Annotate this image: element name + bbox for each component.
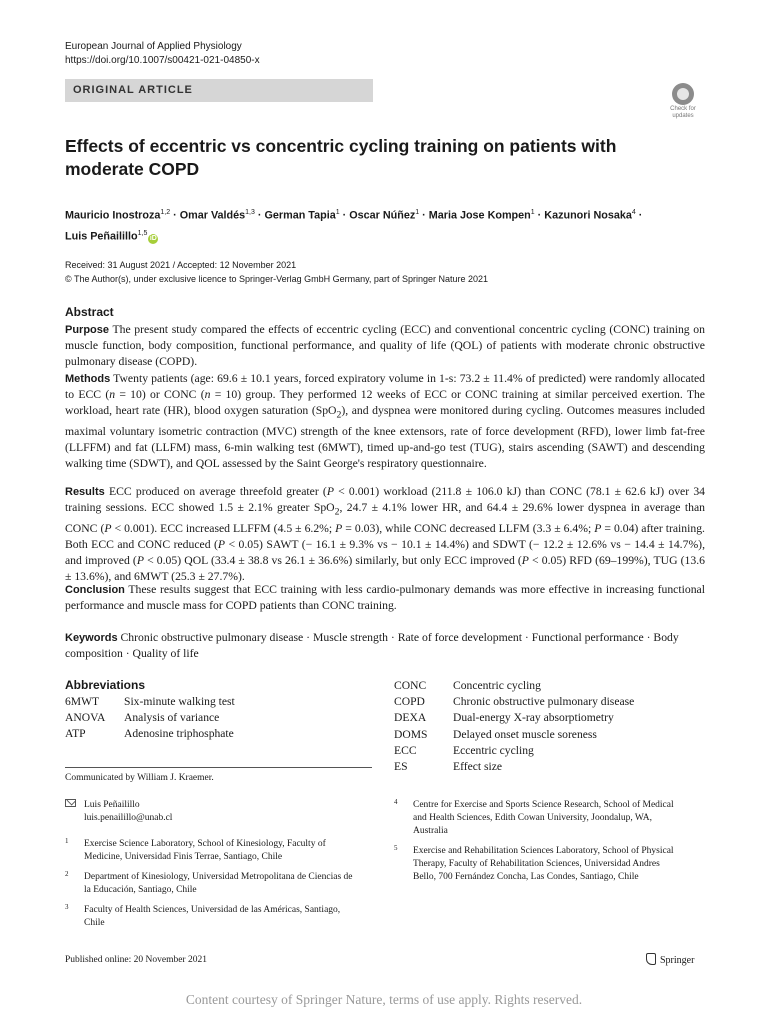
abbreviation-row [394, 710, 634, 726]
corresponding-author [84, 799, 172, 825]
abbreviation-row [65, 710, 235, 726]
communicated-by: Communicated by William J. Kraemer. [65, 773, 214, 783]
check-for-updates-label: Check for updates [670, 106, 696, 119]
abbreviations-heading: Abbreviations [65, 678, 146, 692]
results-label: Results [65, 486, 105, 498]
abbreviations-list-right [394, 678, 634, 775]
author-name[interactable]: Luis Peñailillo [65, 230, 138, 243]
affiliation-text: Department of Kinesiology, Universidad Metropolitana de Ciencias de la Educación, Santiago, Chile [84, 872, 353, 895]
article-type-label: ORIGINAL ARTICLE [73, 84, 193, 96]
copyright-notice: © The Author(s), under exclusive licence to Springer-Verlag GmbH Germany, part of Springer Nature 2021 [65, 274, 488, 284]
keywords-text: Chronic obstructive pulmonary disease · Muscle strength · Rate of force development · Functional performance · Body composition · Quality of life [65, 631, 679, 661]
author-affiliation: 1 [335, 209, 340, 216]
affiliation-number: 4 [394, 798, 398, 806]
methods-label: Methods [65, 373, 111, 385]
abbreviation: ES [394, 760, 408, 774]
author-affiliation: 1,3 [245, 209, 255, 216]
abbreviation-definition: Effect size [453, 760, 503, 774]
check-for-updates-badge[interactable] [664, 83, 702, 123]
abbreviation: DEXA [394, 711, 427, 725]
affiliation-number: 3 [65, 903, 69, 911]
orcid-icon[interactable]: iD [149, 235, 157, 243]
author-name[interactable]: Maria Jose Kompen [428, 209, 531, 222]
keywords [65, 630, 705, 662]
footnote-divider [65, 767, 372, 768]
received-accepted-dates: Received: 31 August 2021 / Accepted: 12 November 2021 [65, 260, 297, 270]
affiliation-number: 2 [65, 870, 69, 878]
author-name[interactable]: Oscar Núñez [349, 209, 416, 222]
journal-header [65, 40, 260, 68]
abbreviation-row [394, 759, 634, 775]
affiliation-number: 1 [65, 837, 69, 845]
author-affiliation: 1 [415, 209, 420, 216]
author-name[interactable]: German Tapia [264, 209, 336, 222]
springer-horse-icon [646, 953, 656, 965]
abbreviation-row [65, 694, 235, 710]
abstract-conclusion: Conclusion These results suggest that ECC training with less cardio-pulmonary demands was more effective in increasing functional performance and muscle mass for COPD patients than CONC training. [65, 583, 705, 613]
abbreviation: DOMS [394, 727, 428, 741]
abbreviation-definition: Dual-energy X-ray absorptiometry [453, 711, 614, 725]
abbreviation-row [394, 678, 634, 694]
publisher-mark [646, 953, 694, 966]
abbreviation-row [394, 727, 634, 743]
author-affiliation: 4 [631, 209, 636, 216]
footer-notice: Content courtesy of Springer Nature, terms of use apply. Rights reserved. [185, 992, 583, 1007]
email-icon[interactable] [65, 799, 76, 807]
abbreviation: CONC [394, 679, 427, 692]
abbreviation-definition: Analysis of variance [124, 711, 220, 725]
article-type-banner [65, 79, 373, 102]
keywords-label: Keywords [65, 632, 118, 644]
abbreviation: 6MWT [65, 695, 100, 708]
publisher-name: Springer [660, 955, 695, 966]
abbreviations-list-left [65, 694, 235, 743]
affiliation-text: Exercise Science Laboratory, School of Kinesiology, Faculty of Medicine, Universidad Finis Terrae, Santiago, Chile [84, 839, 326, 862]
abbreviation-definition: Adenosine triphosphate [124, 727, 234, 741]
abbreviation-row [394, 743, 634, 759]
affiliation-text: Exercise and Rehabilitation Sciences Laboratory, School of Physical Therapy, Faculty of Rehabilitation Sciences, Universidad Andres Bello, 700 Fernández Concha, Las Condes, Santiago, Chile [413, 846, 674, 882]
author-name[interactable]: Omar Valdés [179, 209, 246, 222]
author-affiliation: 1,5 [137, 229, 148, 237]
author-name[interactable]: Kazunori Nosaka [544, 209, 632, 222]
corresponding-author-email[interactable]: luis.penailillo@unab.cl [84, 813, 173, 823]
affiliation-number: 5 [394, 844, 398, 852]
abstract-heading: Abstract [65, 305, 114, 319]
purpose-label: Purpose [65, 324, 110, 336]
author-list: Mauricio Inostroza$^{1,2}$ · Omar Valdés$^{1,3}$ · German Tapia$^1$ · Oscar Núñez$^1$ · Maria Jose Kompen$^1$ · Kazunori Nosaka$^4$ · Luis Peñailillo$^{1,5}$iD [65, 209, 643, 243]
abbreviation: COPD [394, 695, 425, 709]
abbreviation: ECC [394, 743, 417, 757]
abbreviation: ATP [65, 727, 86, 741]
abbreviation-definition: Concentric cycling [453, 679, 541, 692]
corresponding-author-name: Luis Peñailillo [84, 800, 140, 810]
journal-name: European Journal of Applied Physiology [65, 41, 242, 52]
abstract-purpose: Purpose The present study compared the effects of eccentric cycling (ECC) and conventional concentric cycling (CONC) training on muscle function, body composition, functional performance, and quality of life (QOL) of patients with moderate chronic obstructive pulmonary disease (COPD). [65, 323, 705, 369]
check-for-updates-icon [672, 83, 694, 105]
abbreviation-definition: Eccentric cycling [453, 743, 534, 757]
published-online-date: Published online: 20 November 2021 [65, 955, 207, 965]
abbreviation: ANOVA [65, 711, 106, 725]
abbreviation-definition: Delayed onset muscle soreness [453, 727, 597, 741]
article-title: Effects of eccentric vs concentric cycling training on patients with moderate COPD [65, 136, 617, 179]
abstract-methods: Methods Twenty patients (age: 69.6 ± 10.1 years, forced expiratory volume in 1-s: 73.2 ± 11.4% of predicted) were randomly allocated to ECC (n = 10) or CONC (n = 10) group. They performed 12 weeks of ECC or CONC training at similar perceived exertion. The workload, heart rate (HR), blood oxygen saturation (SpO$_2$), and dyspnea were monitored during cycling. Outcomes measures included maximal voluntary isometric contraction (MVC) strength of the knee extensors, rate of force development (RFD), lower limb fat-free (LLFFM) and fat (LLFM) mass, 6-min walking test (6MWT), timed up-and-go test (TUG), stairs ascending (SAWT) and descending walking time (SDWT), and QOL assessed by the Saint George's respiratory questionnaire. [65, 372, 705, 471]
conclusion-label: Conclusion [65, 584, 125, 596]
doi-link[interactable]: https://doi.org/10.1007/s00421-021-04850-x [65, 55, 260, 66]
affiliation-text: Faculty of Health Sciences, Universidad de las Américas, Santiago, Chile [84, 905, 341, 928]
abstract-results: Results ECC produced on average threefold greater (P < 0.001) workload (211.8 ± 106.0 kJ) than CONC (78.1 ± 62.6 kJ) over 34 training sessions. ECC showed 1.5 ± 2.1% greater SpO$_2$, 24.7 ± 4.1% lower HR, and 64.4 ± 29.6% lower dyspnea in average than CONC (P < 0.001). ECC increased LLFFM (4.5 ± 6.2%; P = 0.03), while CONC decreased LLFM (3.3 ± 6.4%; P = 0.04) after training. Both ECC and CONC reduced (P < 0.05) SAWT (− 16.1 ± 9.3% vs − 10.1 ± 14.4%) and SDWT (− 12.2 ± 12.6% vs − 14.4 ± 14.7%), and improved (P < 0.05) QOL (33.4 ± 38.8 vs 26.1 ± 36.6%) similarly, but only ECC improved (P < 0.05) RFD (69–199%), TUG (13.6 ± 13.6%), and 6MWT (25.3 ± 27.7%). [65, 485, 706, 584]
author-name[interactable]: Mauricio Inostroza [65, 209, 161, 222]
article-history [65, 258, 488, 286]
author-affiliation: 1 [530, 209, 535, 216]
abbreviation-row [65, 726, 235, 742]
affiliation-text: Centre for Exercise and Sports Science Research, School of Medical and Health Sciences, Edith Cowan University, Joondalup, WA, Australia [413, 800, 674, 836]
author-affiliation: 1,2 [160, 209, 171, 216]
abbreviation-row [394, 694, 634, 710]
abbreviation-definition: Six-minute walking test [124, 695, 235, 708]
abbreviation-definition: Chronic obstructive pulmonary disease [453, 695, 635, 709]
